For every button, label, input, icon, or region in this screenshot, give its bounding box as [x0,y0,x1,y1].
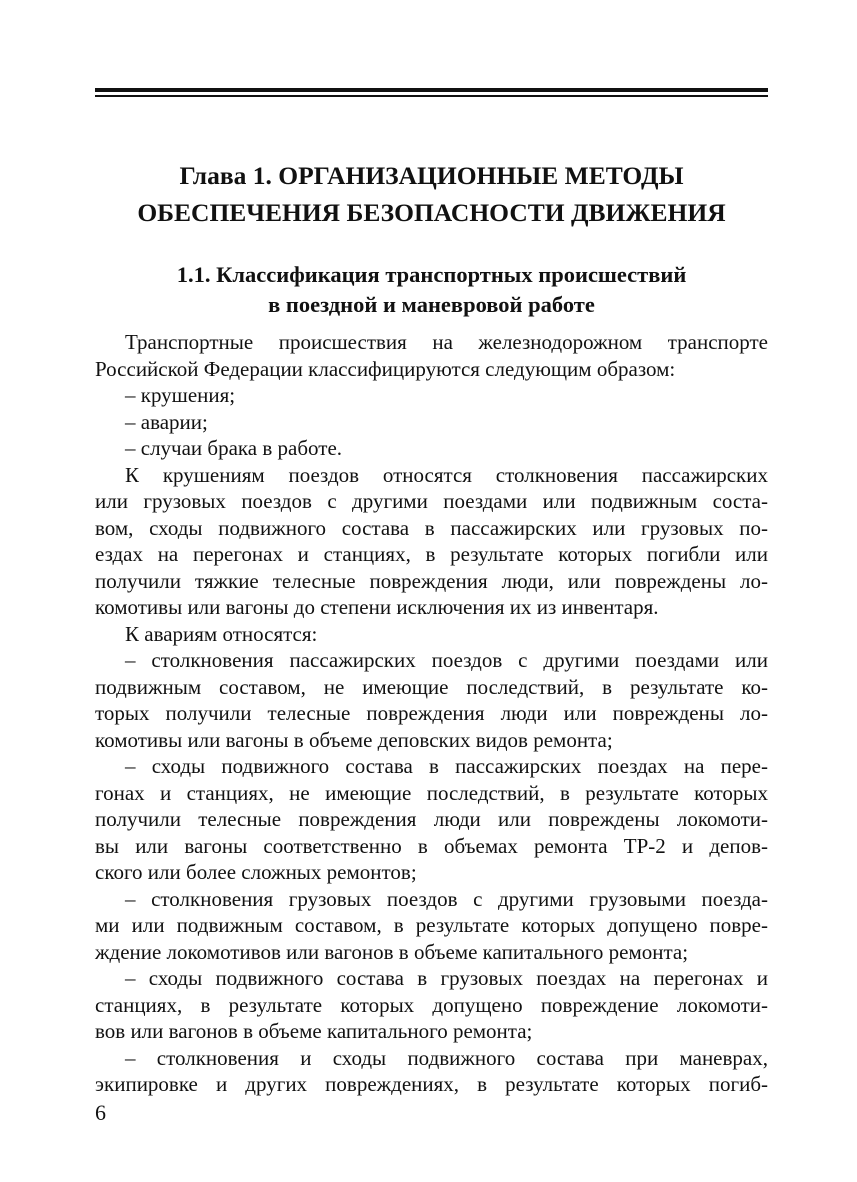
body-line: комотивы или вагоны до степени исключения их из инвентаря. [95,595,659,619]
list-item: – крушения; [125,383,236,407]
chapter-title-line-2: ОБЕСПЕЧЕНИЯ БЕЗОПАСНОСТИ ДВИЖЕНИЯ [137,198,726,227]
body-line: станциях, в результате которых допущено повреждение локомоти- [95,992,768,1017]
list-item: – аварии; [125,409,208,434]
list-item: – сходы подвижного состава в грузовых поездах на перегонах и [125,966,768,990]
list-item: – сходы подвижного состава в пассажирских поездах на пере- [125,754,768,778]
body-line: ждение локомотивов или вагонов в объеме капитального ремонта; [95,939,689,964]
list-item: – столкновения и сходы подвижного состава при маневрах, [125,1045,768,1070]
list-item: – случаи брака в работе. [125,436,343,460]
body-line: или грузовых поездов с другими поездами или подвижным соста- [95,489,768,513]
body-line: торых получили телесные повреждения люди или повреждены ло- [95,701,768,725]
list-item: – столкновения грузовых поездов с другими грузовыми поезда- [125,886,768,911]
body-line: вом, сходы подвижного состава в пассажирских или грузовых по- [95,515,768,540]
body-line: К авариям относятся: [125,621,318,646]
section-title-line-1: 1.1. Классификация транспортных происшествий [176,262,687,287]
body-line: Транспортные происшествия на железнодорожном транспорте [125,330,768,354]
section-title-line-2: в поездной и маневровой работе [268,292,595,317]
body-line: вов или вагонов в объеме капитального ремонта; [95,1019,533,1043]
body-text [95,329,768,1098]
section-title [95,260,768,320]
body-line: ского или более сложных ремонтов; [95,860,417,884]
chapter-title [95,157,768,231]
body-line: К крушениям поездов относятся столкновения пассажирских [125,462,768,487]
body-line: подвижным составом, не имеющие последствий, в результате ко- [95,674,768,699]
body-line: ми или подвижным составом, в результате которых допущено повре- [95,913,768,937]
body-line: ездах на перегонах и станциях, в результате которых погибли или [95,542,768,566]
body-line: получили телесные повреждения люди или повреждены локомоти- [95,807,768,831]
list-item: – столкновения пассажирских поездов с другими поездами или [125,648,768,672]
header-rule-thin [95,95,768,97]
body-line: экипировке и других повреждениях, в результате которых погиб- [95,1072,768,1096]
body-line: гонах и станциях, не имеющие последствий, в результате которых [95,780,768,805]
body-line: Российской Федерации классифицируются следующим образом: [95,356,676,381]
page-number: 6 [95,1100,106,1125]
chapter-title-line-1: Глава 1. ОРГАНИЗАЦИОННЫЕ МЕТОДЫ [179,161,684,190]
header-rule-thick [95,88,768,92]
body-line: комотивы или вагоны в объеме деповских видов ремонта; [95,727,613,752]
body-line: получили тяжкие телесные повреждения люди, или повреждены ло- [95,568,768,593]
body-line: вы или вагоны соответственно в объемах ремонта ТР-2 и депов- [95,833,768,858]
